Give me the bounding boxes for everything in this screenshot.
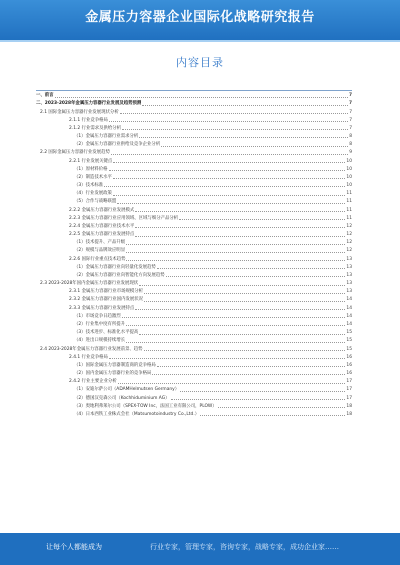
toc-entry-page: 10	[346, 174, 352, 180]
toc-entry-page: 15	[346, 346, 352, 352]
toc-entry[interactable]	[36, 173, 352, 181]
toc-entry-label: 2.2.4 金属压力容器行业技术水平	[69, 223, 135, 229]
toc-entry-label: 2.3.1 金属压力容器行业市场规模分析	[69, 289, 144, 295]
toc-entry-page: 17	[346, 395, 352, 401]
toc-leader-dots	[161, 146, 348, 147]
toc-entry-page: 13	[346, 256, 352, 262]
toc-heading: 内容目录	[176, 56, 224, 69]
toc-entry-page: 7	[349, 117, 352, 123]
toc-entry[interactable]	[36, 312, 352, 320]
toc-entry-page: 7	[348, 101, 352, 107]
toc-entry[interactable]	[36, 181, 352, 189]
toc-entry[interactable]	[36, 402, 352, 410]
toc-leader-dots	[135, 309, 345, 310]
toc-entry-label: （3）技术进步、标准化水平提高	[74, 330, 139, 336]
toc-entry-page: 13	[346, 272, 352, 278]
toc-entry[interactable]	[36, 328, 352, 336]
toc-leader-dots	[126, 325, 345, 326]
toc-entry-label: 2.2.3 金属压力容器行业应用领域、区域与细分产品分析	[69, 215, 179, 221]
toc-leader-dots	[152, 374, 345, 375]
toc-leader-dots	[166, 276, 346, 277]
toc-entry[interactable]	[36, 287, 352, 295]
toc-entry-page: 16	[346, 354, 352, 360]
toc-entry-page: 14	[346, 313, 352, 319]
toc-entry[interactable]	[36, 99, 352, 107]
toc-leader-dots	[109, 358, 345, 359]
toc-entry[interactable]	[36, 140, 352, 148]
toc-leader-dots	[144, 350, 346, 351]
toc-entry[interactable]	[36, 263, 352, 271]
toc-entry-label: 2.1.2 行业需求及供给分析	[69, 125, 122, 131]
toc-entry[interactable]	[36, 148, 352, 156]
toc-entry-page: 11	[346, 215, 352, 221]
toc-entry[interactable]	[36, 385, 352, 393]
toc-leader-dots	[139, 137, 348, 138]
toc-entry-label: 2.4.2 行业主要企业分析	[69, 379, 117, 385]
toc-entry[interactable]	[36, 214, 352, 222]
toc-entry-page: 13	[346, 264, 352, 270]
report-title: 金属压力容器企业国际化战略研究报告	[85, 10, 315, 25]
header-bar	[0, 0, 400, 42]
toc-entry[interactable]	[36, 132, 352, 140]
toc-leader-dots	[144, 301, 345, 302]
toc-leader-dots	[126, 260, 345, 261]
toc-entry-page: 7	[349, 125, 352, 131]
toc-leader-dots	[113, 162, 345, 163]
footer-bar	[0, 533, 400, 565]
toc-leader-dots	[139, 285, 345, 286]
toc-entry-label: （2）行业集中度有所提升	[74, 321, 126, 327]
toc-leader-dots	[144, 293, 345, 294]
toc-entry-label: （4）行业发展政策	[74, 191, 112, 197]
toc-entry[interactable]	[36, 361, 352, 369]
toc-entry-label: 2.2.5 金属压力容器行业发展特点	[69, 232, 135, 238]
toc-entry-label: （2）金属压力容器行业供给及竞争企业分析	[74, 142, 161, 148]
toc-entry[interactable]	[36, 353, 352, 361]
toc-leader-dots	[126, 252, 345, 253]
toc-entry-label: （2）国内金属压力容器行业的竞争格局	[74, 371, 152, 377]
toc-leader-dots	[55, 97, 348, 98]
toc-entry-label: 2.2.1 行业发展关键点	[69, 158, 113, 164]
toc-entry-page: 15	[346, 330, 352, 336]
toc-entry-label: （1）安迪尔萨公司（ADAMHelmutsen Germany）	[74, 387, 180, 393]
toc-entry-label: （1）金属压力容器行业需求分析	[74, 134, 139, 140]
toc-entry[interactable]	[36, 116, 352, 124]
toc-entry[interactable]	[36, 156, 352, 164]
toc-entry-label: 2.2 国际金属压力容器行业发展趋势	[40, 150, 110, 156]
toc-entry-page: 9	[349, 150, 352, 156]
toc-entry-label: （1）市场竞争日趋激烈	[74, 313, 121, 319]
toc-entry-label: （1）金属压力容器行业向轻量化发展趋势	[74, 264, 156, 270]
toc-leader-dots	[111, 154, 348, 155]
toc-entry-page: 17	[346, 379, 352, 385]
toc-entry-label: 2.2.6 国际行业重点技术趋势	[69, 256, 126, 262]
toc-entry-label: 一、前言	[36, 93, 54, 99]
toc-entry[interactable]	[36, 91, 352, 99]
toc-leader-dots	[109, 170, 346, 171]
toc-entry-label: （1）原材料价格	[74, 166, 108, 172]
toc-entry-page: 16	[346, 371, 352, 377]
toc-entry[interactable]	[36, 254, 352, 262]
toc-entry-page: 17	[346, 387, 352, 393]
toc-leader-dots	[135, 236, 345, 237]
toc-entry-page: 10	[346, 183, 352, 189]
toc-leader-dots	[118, 383, 346, 384]
toc-leader-dots	[104, 186, 345, 187]
toc-leader-dots	[113, 195, 345, 196]
toc-entry-page: 12	[346, 223, 352, 229]
toc-entry-label: （1）国际金属压力容器制造商的竞争格局	[74, 362, 156, 368]
toc-entry-page: 12	[346, 248, 352, 254]
toc-entry-page: 14	[346, 321, 352, 327]
toc-entry-label: （4）日本西铁工业株式会社（Matsumotoindustry Co.,Ltd.）	[74, 411, 200, 417]
toc-entry-page: 8	[349, 142, 352, 148]
toc-entry-page: 14	[346, 305, 352, 311]
toc-entry-label: 2.1.1 行业竞争格局	[69, 117, 108, 123]
toc-leader-dots	[179, 219, 345, 220]
toc-leader-dots	[139, 334, 345, 335]
toc-leader-dots	[135, 211, 345, 212]
toc-entry-page: 13	[346, 281, 352, 287]
toc-entry-label: （1）技术提升、产品升级	[74, 240, 126, 246]
toc-entry-label: 2.4.1 行业竞争格局	[69, 354, 108, 360]
toc-leader-dots	[122, 317, 346, 318]
toc-leader-dots	[180, 391, 345, 392]
toc-entry[interactable]	[36, 336, 352, 344]
toc-entry-page: 12	[346, 232, 352, 238]
toc-entry[interactable]	[36, 410, 352, 418]
toc-entry[interactable]	[36, 189, 352, 197]
toc-entry-label: 2.3.3 金属压力容器行业发展特点	[69, 305, 135, 311]
toc-entry[interactable]	[36, 344, 352, 352]
toc-entry-page: 7	[348, 93, 352, 99]
toc-entry-label: （2）金属压力容器行业向智能化方向发展趋势	[74, 272, 165, 278]
toc-leader-dots	[126, 244, 345, 245]
toc-entry-label: 2.4 2023-2028年金属压力容器行业发展前景、趋势	[40, 346, 143, 352]
toc-entry-label: 二、2023-2028年金属压力容器行业发展及趋势预测	[36, 101, 142, 107]
toc-leader-dots	[120, 113, 349, 114]
toc-entry-label: （3）奥地利弗莱尔公司（SPEX-TOW Inc，法国工业有限公司，PLOW）	[74, 403, 217, 409]
toc-entry[interactable]	[36, 303, 352, 311]
toc-entry-page: 13	[346, 289, 352, 295]
toc-entry-label: （2）制造技术水平	[74, 174, 112, 180]
toc-entry-page: 7	[349, 109, 352, 115]
toc-entry-page: 11	[346, 191, 352, 197]
toc-leader-dots	[157, 366, 346, 367]
toc-entry[interactable]	[36, 197, 352, 205]
toc-entry-page: 15	[346, 338, 352, 344]
toc-leader-dots	[109, 121, 348, 122]
toc-entry-page: 18	[346, 411, 352, 417]
toc-entry-page: 18	[346, 403, 352, 409]
footer-slogan: 让每个人都能成为	[46, 543, 102, 551]
toc-leader-dots	[200, 415, 345, 416]
toc-leader-dots	[122, 129, 348, 130]
toc-entry[interactable]	[36, 393, 352, 401]
toc-leader-dots	[126, 342, 345, 343]
toc-entry-label: 2.1 国际金属压力容器行业发展现状分析	[40, 109, 119, 115]
toc-entry-label: 2.2.2 金属压力容器行业发展模式	[69, 207, 135, 213]
toc-entry-page: 16	[346, 362, 352, 368]
toc-entry-label: （5）合作与战略联盟	[74, 199, 117, 205]
toc-entry-label: （4）进出口规模持续增长	[74, 338, 126, 344]
toc-leader-dots	[142, 105, 348, 106]
toc-entry-label: （2）规模与品牌效应明显	[74, 248, 126, 254]
toc-entry[interactable]	[36, 165, 352, 173]
toc-entry-page: 8	[349, 134, 352, 140]
toc-entry[interactable]	[36, 320, 352, 328]
toc-entry-page: 11	[346, 207, 352, 213]
toc-leader-dots	[157, 268, 346, 269]
toc-entry[interactable]	[36, 205, 352, 213]
toc-entry[interactable]	[36, 222, 352, 230]
toc-entry-page: 14	[346, 297, 352, 303]
toc-entry-label: 2.3 2023-2028年国内金属压力容器行业发展现状	[40, 281, 139, 287]
toc-entry-page: 10	[346, 166, 352, 172]
toc-leader-dots	[135, 227, 345, 228]
table-of-contents	[36, 91, 352, 418]
toc-entry[interactable]	[36, 295, 352, 303]
toc-leader-dots	[117, 203, 345, 204]
toc-entry-label: （2）德国汉克森公司（Kochhiduminium AG）	[74, 395, 170, 401]
toc-entry[interactable]	[36, 124, 352, 132]
toc-entry[interactable]	[36, 107, 352, 115]
toc-entry[interactable]	[36, 369, 352, 377]
toc-leader-dots	[113, 178, 345, 179]
toc-entry-label: （3）技术标准	[74, 183, 104, 189]
toc-entry-page: 12	[346, 240, 352, 246]
header-divider	[0, 40, 400, 42]
toc-entry[interactable]	[36, 279, 352, 287]
toc-leader-dots	[171, 399, 346, 400]
toc-leader-dots	[218, 407, 346, 408]
toc-entry[interactable]	[36, 377, 352, 385]
footer-tagline: 行业专家，管理专家，咨询专家，战略专家，成功企业家……	[150, 543, 339, 551]
toc-entry[interactable]	[36, 238, 352, 246]
toc-entry-page: 10	[346, 158, 352, 164]
toc-entry[interactable]	[36, 230, 352, 238]
toc-entry-label: 2.3.2 金属压力容器行业国内发展状况	[69, 297, 144, 303]
toc-entry[interactable]	[36, 271, 352, 279]
toc-entry-page: 11	[346, 199, 352, 205]
toc-entry[interactable]	[36, 246, 352, 254]
